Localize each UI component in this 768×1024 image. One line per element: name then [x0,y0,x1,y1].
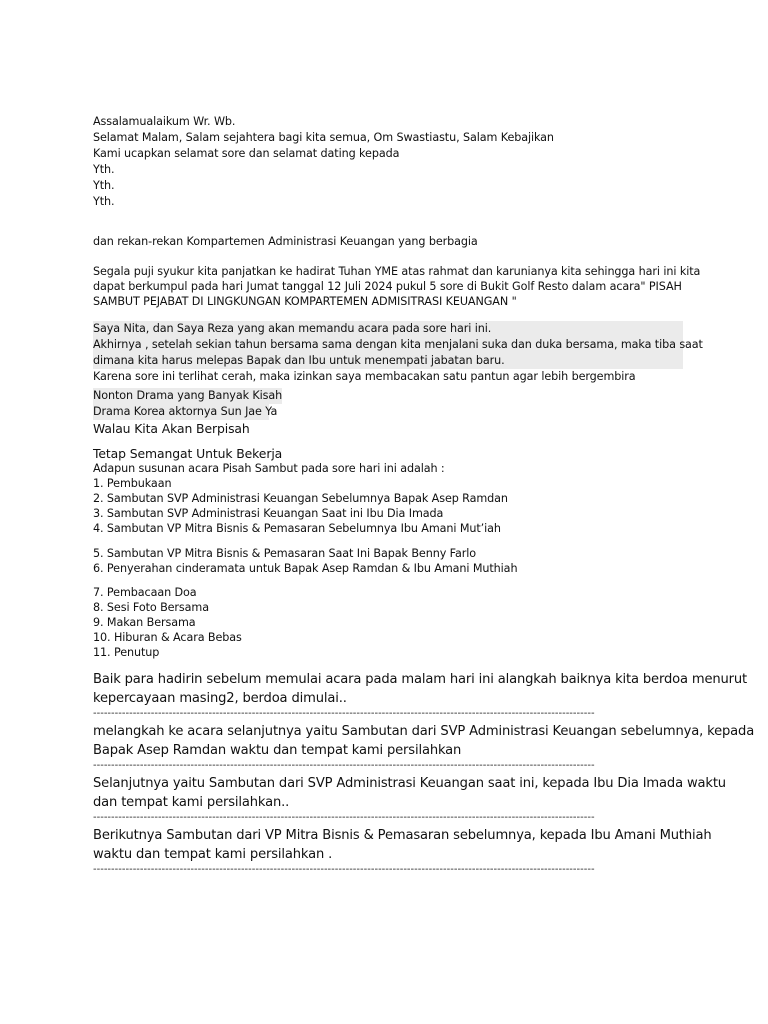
agenda-item: 1. Pembukaan [93,477,172,490]
pantun-line: Tetap Semangat Untuk Bekerja [93,446,283,461]
pantun-line: Drama Korea aktornya Sun Jae Ya [93,405,278,418]
agenda-group [93,546,683,576]
agenda-item: 5. Sambutan VP Mitra Bisnis & Pemasaran Saat Ini Bapak Benny Farlo [93,547,476,560]
agenda-item: 3. Sambutan SVP Administrasi Keuangan Saat ini Ibu Dia Imada [93,507,444,520]
script-line: Bapak Asep Ramdan waktu dan tempat kami persilahkan [93,742,462,758]
script-line: waktu dan tempat kami persilahkan . [93,846,333,862]
evening-greeting-line: Selamat Malam, Salam sejahtera bagi kita semua, Om Swastiastu, Salam Kebajikan [93,131,554,144]
script-segment [93,671,748,708]
opening-line: SAMBUT PEJABAT DI LINGKUNGAN KOMPARTEMEN ADMISITRASI KEUANGAN " [93,295,517,308]
script-line: dan tempat kami persilahkan.. [93,794,290,810]
script-line: Berikutnya Sambutan dari VP Mitra Bisnis & Pemasaran sebelumnya, kepada Ibu Amani Muthiah [93,828,712,843]
intro-line: Akhirnya , setelah sekian tahun bersama sama dengan kita menjalani suka dan duka bersama, maka tiba saat [93,338,703,351]
script-line: Baik para hadirin sebelum memulai acara pada malam hari ini alangkah baiknya kita berdoa menurut [93,672,748,687]
agenda-item: 2. Sambutan SVP Administrasi Keuangan Sebelumnya Bapak Asep Ramdan [93,492,508,505]
separator-line: ------------------------------------------------------------------------------------------------------------------------------------------- [93,708,595,719]
colleagues-line: dan rekan-rekan Kompartemen Administrasi Keuangan yang berbagia [93,235,478,248]
agenda-item: 10. Hiburan & Acara Bebas [93,631,242,644]
pantun-line: Walau Kita Akan Berpisah [93,421,250,436]
welcome-line: Kami ucapkan selamat sore dan selamat dating kepada [93,147,400,160]
script-section [93,671,755,876]
yth-line: Yth. [93,195,115,208]
agenda-section [93,462,683,660]
script-segment [93,827,712,864]
agenda-group [93,476,683,536]
opening-line: Segala puji syukur kita panjatkan ke hadirat Tuhan YME atas rahmat dan karunianya kita sehingga hari ini kita [93,265,701,278]
agenda-title: Adapun susunan acara Pisah Sambut pada sore hari ini adalah : [93,462,445,475]
script-line: kepercayaan masing2, berdoa dimulai.. [93,690,347,706]
agenda-group [93,585,683,660]
agenda-item: 8. Sesi Foto Bersama [93,601,209,614]
pantun-line: Nonton Drama yang Banyak Kisah [93,389,283,402]
agenda-item: 7. Pembacaan Doa [93,586,197,599]
intro-line: Karena sore ini terlihat cerah, maka izinkan saya membacakan satu pantun agar lebih bergembira [93,370,636,383]
script-line: Selanjutnya yaitu Sambutan dari SVP Administrasi Keuangan saat ini, kepada Ibu Dia Imada waktu [93,776,726,791]
separator-line: ------------------------------------------------------------------------------------------------------------------------------------------- [93,760,595,771]
script-line: melangkah ke acara selanjutnya yaitu Sambutan dari SVP Administrasi Keuangan sebelumnya, kepada [93,724,755,739]
separator-line: ------------------------------------------------------------------------------------------------------------------------------------------- [93,812,595,823]
yth-line: Yth. [93,179,115,192]
agenda-item: 11. Penutup [93,646,160,659]
agenda-item: 9. Makan Bersama [93,616,196,629]
intro-section [93,321,703,462]
opening-line: dapat berkumpul pada hari Jumat tanggal 12 Juli 2024 pukul 5 sore di Bukit Golf Resto dalam acara" PISAH [93,280,682,293]
separator-line: ------------------------------------------------------------------------------------------------------------------------------------------- [93,864,595,875]
document-page [93,114,755,876]
intro-line: dimana kita harus melepas Bapak dan Ibu untuk menempati jabatan baru. [93,353,683,369]
yth-line: Yth. [93,163,115,176]
salam-line: Assalamualaikum Wr. Wb. [93,115,236,128]
intro-line: Saya Nita, dan Saya Reza yang akan memandu acara pada sore hari ini. [93,321,683,337]
script-segment [93,723,755,760]
opening-paragraph [93,264,701,309]
agenda-item: 6. Penyerahan cinderamata untuk Bapak Asep Ramdan & Ibu Amani Muthiah [93,562,518,575]
agenda-item: 4. Sambutan VP Mitra Bisnis & Pemasaran Sebelumnya Ibu Amani Mut’iah [93,522,501,535]
script-segment [93,775,726,812]
greeting-section [93,114,683,250]
